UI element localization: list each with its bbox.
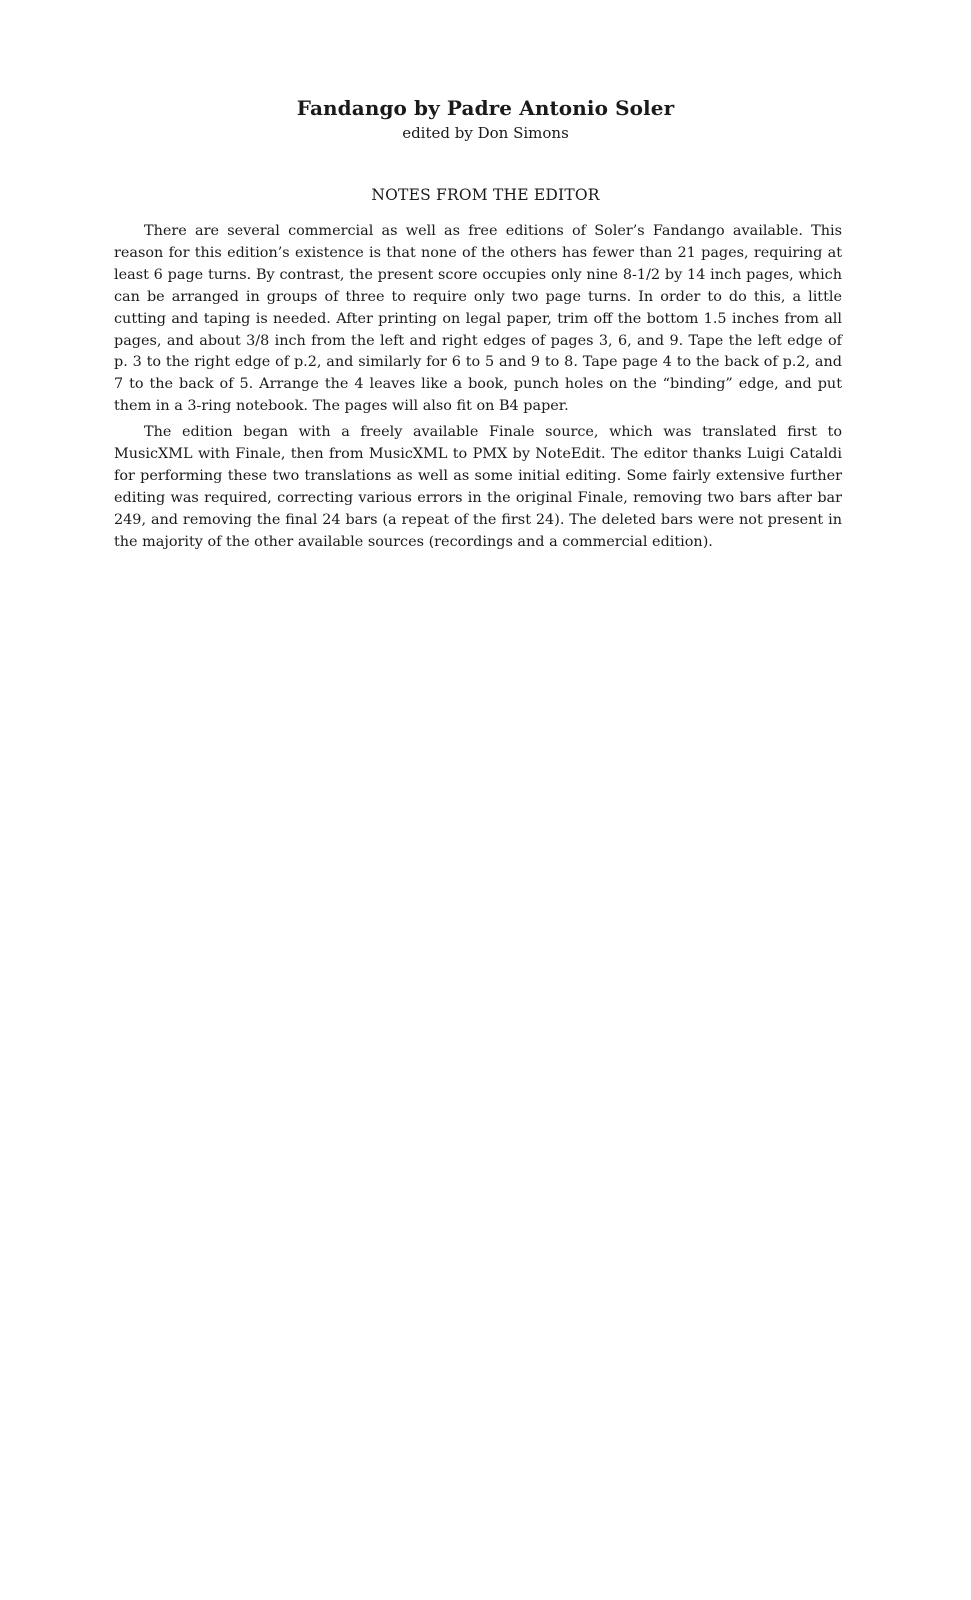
body-text (114, 221, 842, 558)
section-heading: NOTES FROM THE EDITOR (371, 186, 600, 204)
document-header (0, 94, 971, 144)
document-title: Fandango by Padre Antonio Soler (296, 96, 675, 120)
document-subtitle: edited by Don Simons (402, 124, 569, 142)
paragraph: The edition began with a freely available Finale source, which was translated first to MusicXML with Finale, then from MusicXML to PMX by NoteEdit. The editor thanks Luigi Cataldi for performing these two translations as well as some initial editing. Some fairly extensive further editing was required, correcting various errors in the original Finale, removing two bars after bar 249, and removing the final 24 bars (a repeat of the first 24). The deleted bars were not present in the majority of the other available sources (recordings and a commercial edition). (114, 424, 842, 550)
paragraph: There are several commercial as well as free editions of Soler’s Fandango available. This reason for this edition’s existence is that none of the others has fewer than 21 pages, requiring at least 6 page turns. By contrast, the present score occupies only nine 8-1/2 by 14 inch pages, which can be arranged in groups of three to require only two page turns. In order to do this, a little cutting and taping is needed. After printing on legal paper, trim off the bottom 1.5 inches from all pages, and about 3/8 inch from the left and right edges of pages 3, 6, and 9. Tape the left edge of p. 3 to the right edge of p.2, and similarly for 6 to 5 and 9 to 8. Tape page 4 to the back of p.2, and 7 to the back of 5. Arrange the 4 leaves like a book, punch holes on the “binding” edge, and put them in a 3-ring notebook. The pages will also fit on B4 paper. (114, 223, 842, 415)
